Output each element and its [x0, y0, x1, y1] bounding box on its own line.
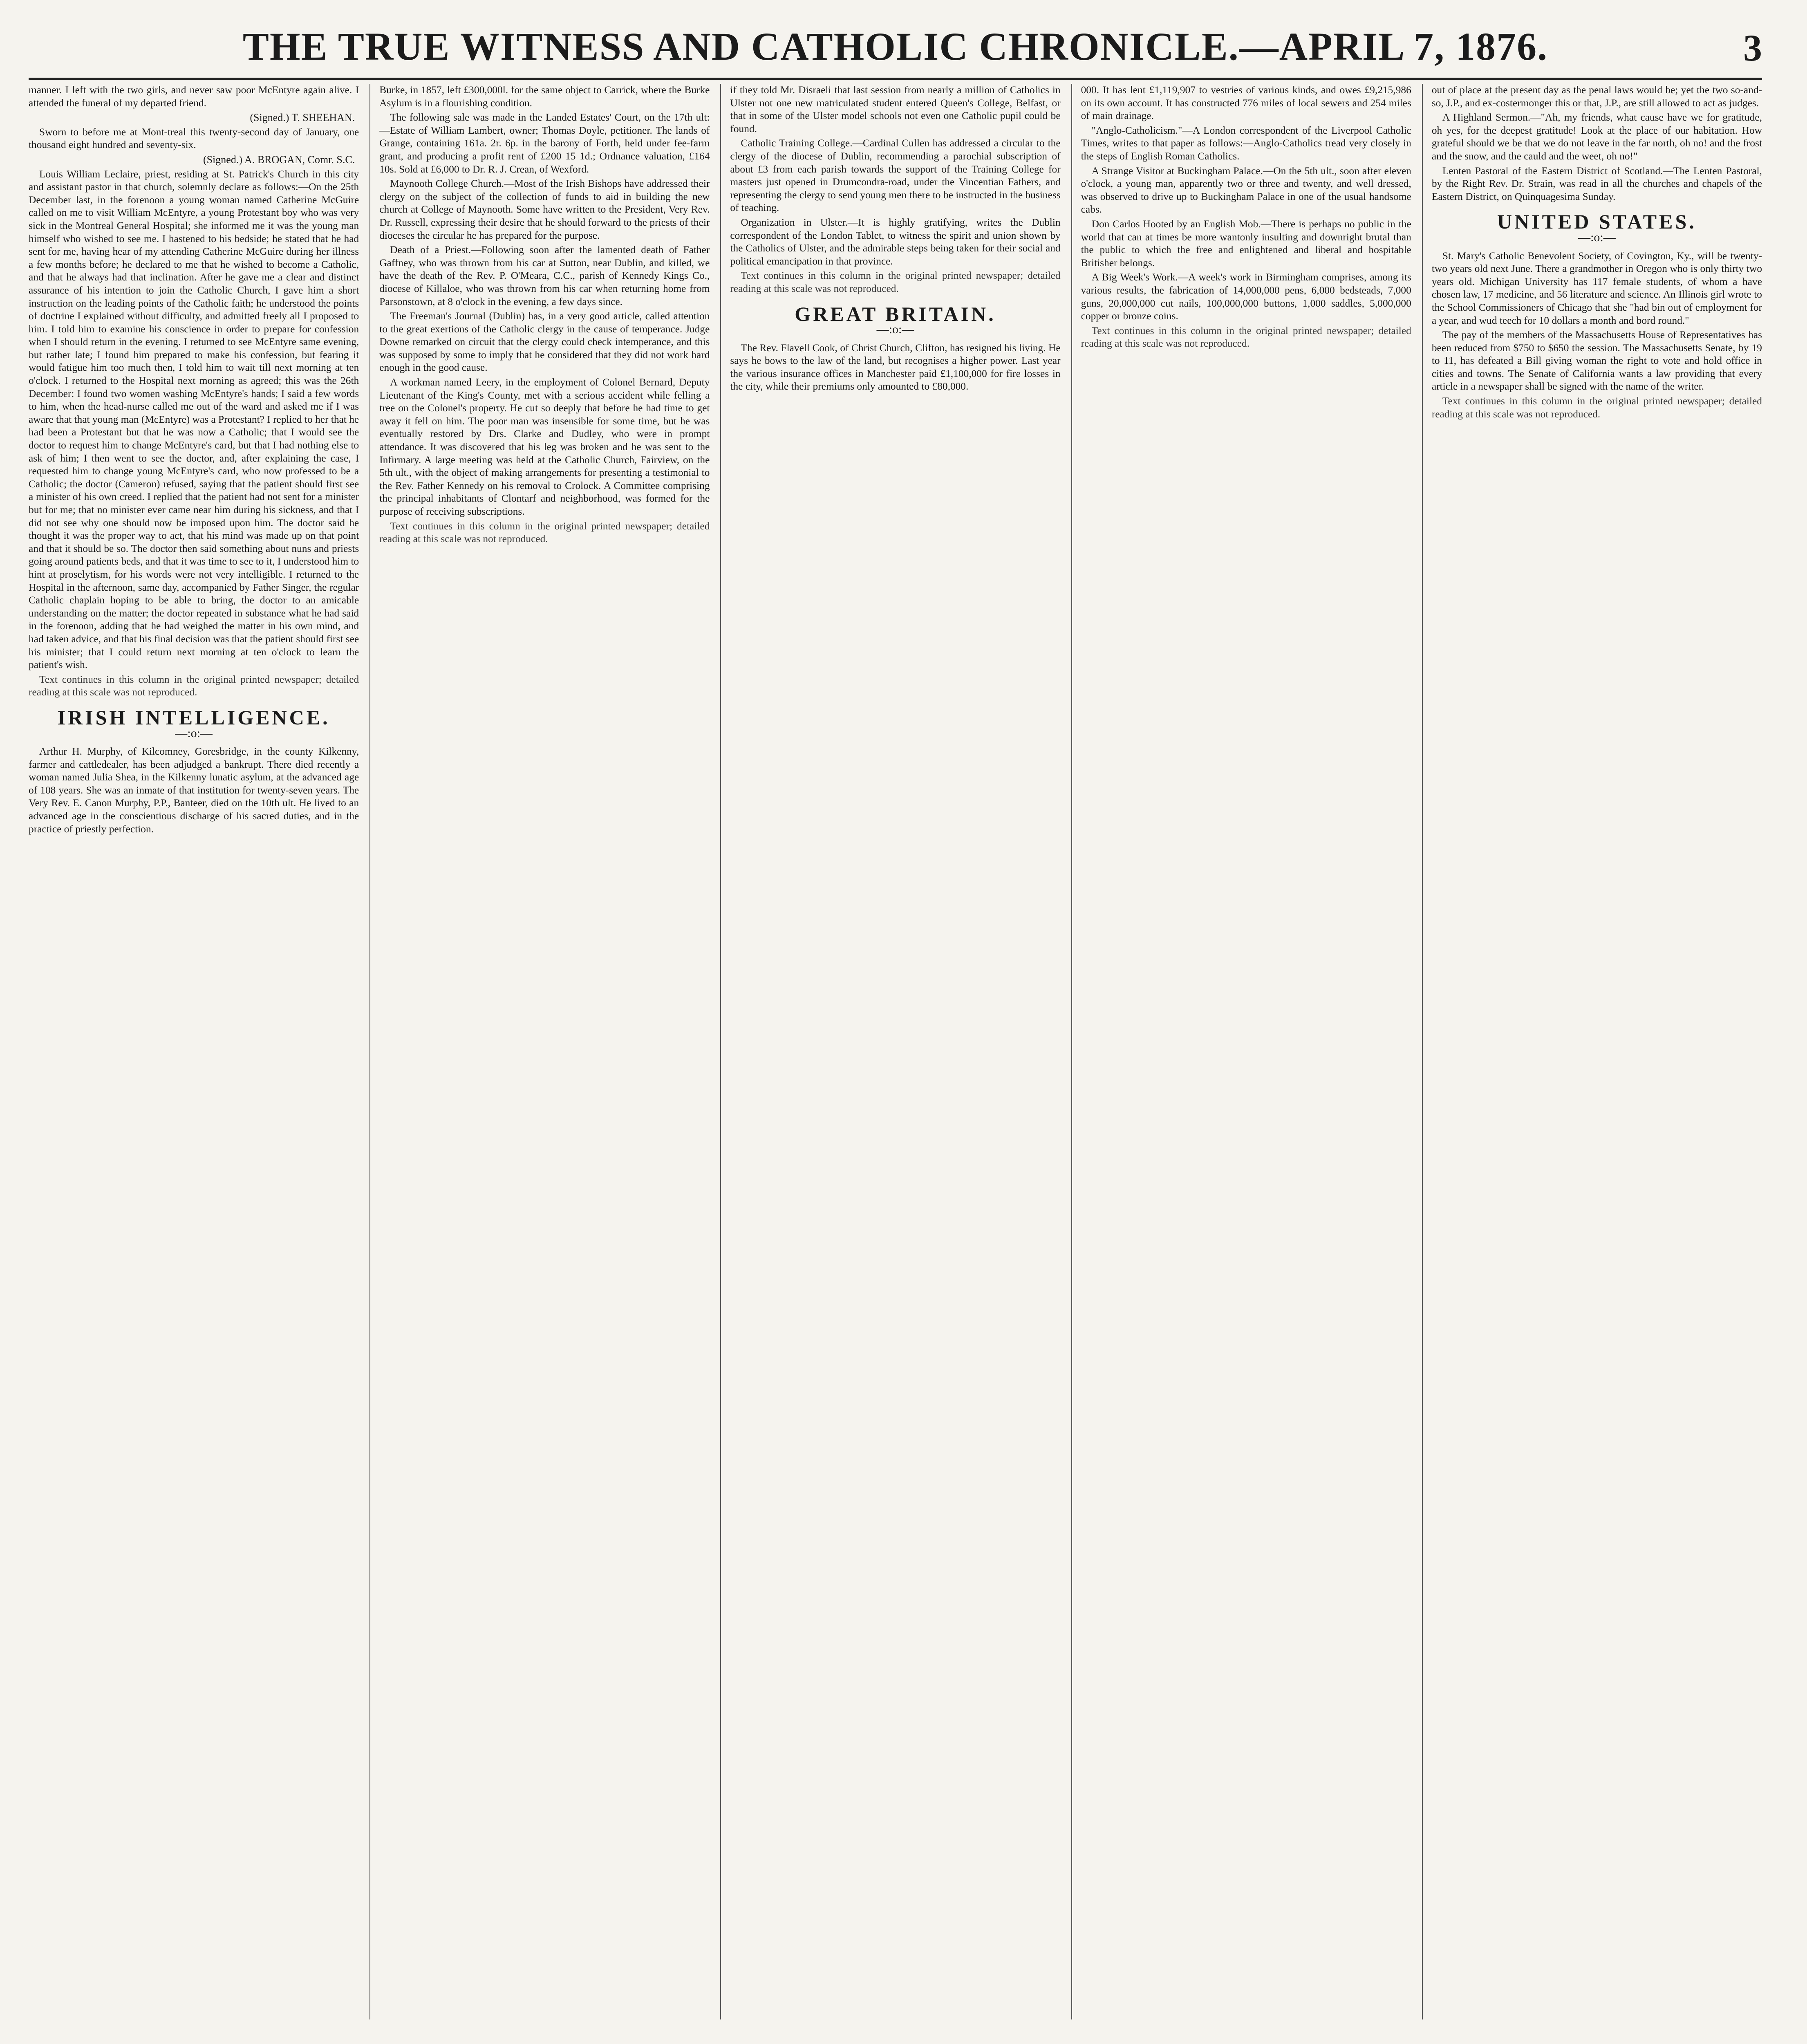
paragraph: Maynooth College Church.—Most of the Irish Bishops have addressed their clergy on the subject of the collection of funds to aid in building the new church at College of Maynooth. Some have written to the President, Very Rev. Dr. Russell, expressing their desire that he should forward to the priests of their dioceses the circular he has prepared for the purpose.: [379, 178, 710, 241]
paragraph: Organization in Ulster.—It is highly gratifying, writes the Dublin correspondent of the London Tablet, to witness the spirit and union shown by the Catholics of Ulster, and the admirable steps being taken for their social and political emancipation in that province.: [730, 216, 1061, 267]
paragraph: Text continues in this column in the original printed newspaper; detailed reading at this scale was not reproduced.: [730, 270, 1061, 294]
paragraph: The Rev. Flavell Cook, of Christ Church, Clifton, has resigned his living. He says he bows to the law of the land, but recognises a higher power. Last year the various insurance offices in Manchester paid £1,100,000 for fire losses in the city, while their premiums only amounted to £80,000.: [730, 342, 1061, 392]
signature: (Signed.) T. SHEEHAN.: [250, 112, 355, 124]
paragraph: Death of a Priest.—Following soon after the lamented death of Father Gaffney, who was thrown from his car at Sutton, near Dublin, and killed, we have the death of the Rev. P. O'Meara, C.C., parish of Kennedy Kings Co., diocese of Killaloe, who was thrown from his car when returning home from Parsonstown, at 8 o'clock in the evening, a few days since.: [379, 244, 710, 307]
column-3: [720, 84, 1060, 2019]
page-number: 3: [1743, 27, 1762, 69]
paragraph: Arthur H. Murphy, of Kilcomney, Goresbridge, in the county Kilkenny, farmer and cattledealer, has been adjudged a bankrupt. There died recently a woman named Julia Shea, in the Kilkenny lunatic asylum, at the advanced age of 108 years. She was an inmate of that institution for twenty-seven years. The Very Rev. E. Canon Murphy, P.P., Banteer, died on the 10th ult. He lived to an advanced age in the conscientious discharge of his sacred duties, and in the practice of priestly perfection.: [29, 746, 359, 835]
section-rule: —:o:—: [876, 323, 914, 336]
paragraph: Catholic Training College.—Cardinal Cullen has addressed a circular to the clergy of the diocese of Dublin, recommending a parochial subscription of about £3 from each parish towards the support of the Training College for masters just opened in Drumcondra-road, under the Vincentian Fathers, and representing the clergy to send young men there to be instructed in the business of teaching.: [730, 137, 1061, 214]
masthead: [29, 16, 1762, 80]
column-1: [29, 84, 359, 2019]
paragraph: "Anglo-Catholicism."—A London correspondent of the Liverpool Catholic Times, writes to that paper as follows:—Anglo-Catholics tread very closely in the steps of English Roman Catholics.: [1081, 124, 1411, 162]
paragraph: 000. It has lent £1,119,907 to vestries of various kinds, and owes £9,215,986 on its own account. It has constructed 776 miles of local sewers and 254 miles of main drainage.: [1081, 84, 1411, 122]
paragraph: Text continues in this column in the original printed newspaper; detailed reading at this scale was not reproduced.: [1431, 395, 1762, 420]
paragraph: if they told Mr. Disraeli that last session from nearly a million of Catholics in Ulster not one new matriculated student entered Queen's College, Belfast, or that in some of the Ulster model schools not even one Catholic pupil could be found.: [730, 84, 1061, 134]
paragraph: A Strange Visitor at Buckingham Palace.—On the 5th ult., soon after eleven o'clock, a young man, apparently two or three and twenty, and well dressed, was observed to drive up to Buckingham Palace in one of the usual handsome cabs.: [1081, 165, 1411, 215]
paragraph: St. Mary's Catholic Benevolent Society, of Covington, Ky., will be twenty-two years old next June. There a grandmother in Oregon who is only thirty two years old. Michigan University has 117 female students, of whom a have chosen law, 17 medicine, and 56 literature and science. An Illinois girl wrote to the School Commissioners of Chicago that she "had bin out of employment for a year, and wud teech for 10 dollars a month and bord round.": [1431, 250, 1762, 326]
column-5: [1422, 84, 1762, 2019]
paragraph: The following sale was made in the Landed Estates' Court, on the 17th ult:—Estate of William Lambert, owner; Thomas Doyle, petitioner. The lands of Grange, containing 161a. 2r. 6p. in the barony of Forth, held under fee-farm grant, and producing a profit rent of £200 15 1d.; Ordnance valuation, £164 10s. Sold at £6,000 to Dr. R. J. Crean, of Wexford.: [379, 112, 710, 175]
section-heading-united-states: UNITED STATES.: [1497, 210, 1697, 233]
paragraph: Louis William Leclaire, priest, residing at St. Patrick's Church in this city and assistant pastor in that church, solemnly declare as follows:—On the 25th December last, in the forenoon a young woman named Catherine McGuire called on me to visit William McEntyre, a young Protestant boy who was very sick in the Montreal General Hospital; she informed me it was the young man himself who wished to see me. I hastened to his bedside; he stated that he had sent for me, having hear of my attending Catherine McGuire during her illness a few months before; he declared to me that he wished to become a Catholic, and that he always had that inclination. After he gave me a clear and distinct assurance of his intention to join the Catholic Church, I gave him a short instruction on the leading points of the Catholic faith; he understood the points of doctrine I explained without difficulty, and admitted freely all I proposed to him. I told him to examine his conscience in order to prepare for confession when I should return in the evening. I returned to see McEntyre same evening, but rather late; I found him prepared to make his confession, but fearing it would fatigue him too much then, I told him to wait till next morning at ten o'clock. I returned to the Hospital next morning as agreed; this was the 26th December: I found two women washing McEntyre's hands; I said a few words to him, when the head-nurse called me out of the ward and asked me if I was aware that that young man (McEntyre) was a Protestant? I replied to her that he had been a Protestant but that he was now a Catholic; that I would see the doctor to request him to change McEntyre's card, but that I had nothing else to ask of him; I then went to see the doctor, and, after explaining the case, I requested him to change young McEntyre's card, who now professed to be a Catholic; the doctor (Cameron) refused, saying that the patient should first see a minister of his own creed. I replied that the patient had not sent for a minister but for me; that no minister ever came near him during his sickness, and that I did not see why one should now be imposed upon him. The doctor said he thought it was the proper way to act, that his mind was made up on that point and that it should be so. The doctor then said something about nuns and priests going around patients beds, and that it was time to see to it, I understood him to hint at proselytism, for his words were not very intelligible. I returned to the Hospital in the afternoon, same day, accompanied by Father Singer, the regular Catholic chaplain hoping to be able to bring, the doctor to an amicable understanding on the matter; the doctor repeated in substance what he had said in the forenoon, adding that he had weighed the matter in his own mind, and had taken advice, and that his final decision was that the patient should first see his minister; that I could return next morning at ten o'clock to learn the patient's wish.: [29, 168, 359, 671]
paragraph: out of place at the present day as the penal laws would be; yet the two so-and-so, J.P., and ex-costermonger this or that, J.P., are still allowed to act as judges.: [1431, 84, 1762, 109]
paragraph: A workman named Leery, in the employment of Colonel Bernard, Deputy Lieutenant of the King's County, met with a serious accident while felling a tree on the Colonel's property. He cut so deeply that before he had time to get away it fell on him. The poor man was insensible for some time, but he was eventually restored by Drs. Clarke and Dudley, who were in prompt attendance. It was discovered that his leg was broken and he was sent to the Infirmary. A large meeting was held at the Catholic Church, Fairview, on the 5th ult., with the object of making arrangements for presenting a testimonial to the Rev. Father Kennedy on his removal to Crolock. A Committee comprising the principal inhabitants of Clontarf and neighborhood, was formed for the purpose of receiving subscriptions.: [379, 377, 710, 517]
column-4: [1071, 84, 1411, 2019]
signature: (Signed.) A. BROGAN, Comr. S.C.: [203, 153, 355, 166]
paragraph: A Big Week's Work.—A week's work in Birmingham comprises, among its various results, the fabrication of 14,000,000 pens, 6,000 bedsteads, 7,000 guns, 20,000,000 cut nails, 100,000,000 buttons, 1,000 saddles, 5,000,000 copper or bronze coins.: [1081, 271, 1411, 322]
newspaper-title: THE TRUE WITNESS AND CATHOLIC CHRONICLE.—APRIL 7, 1876.: [242, 25, 1548, 68]
paragraph: A Highland Sermon.—"Ah, my friends, what cause have we for gratitude, oh yes, for the deepest gratitude! Look at the place of our habitation. How grateful should we be that we do not leave in the far north, oh no! and the frost and the snow, and the cauld and the weet, oh no!": [1431, 112, 1762, 162]
paragraph: Lenten Pastoral of the Eastern District of Scotland.—The Lenten Pastoral, by the Right Rev. Dr. Strain, was read in all the churches and chapels of the Eastern District, on Quinquagesima Sunday.: [1431, 165, 1762, 202]
paragraph: Text continues in this column in the original printed newspaper; detailed reading at this scale was not reproduced.: [379, 520, 710, 545]
columns: [29, 84, 1762, 2019]
section-rule: —:o:—: [175, 726, 213, 740]
paragraph: The Freeman's Journal (Dublin) has, in a very good article, called attention to the great exertions of the Catholic clergy in the cause of temperance. Judge Downe remarked on circuit that the clergy could check intemperance, and this was supposed by some to imply that he considered that they did not work hard enough in the good cause.: [379, 310, 710, 374]
paragraph: Text continues in this column in the original printed newspaper; detailed reading at this scale was not reproduced.: [1081, 325, 1411, 350]
paragraph: Burke, in 1857, left £300,000l. for the same object to Carrick, where the Burke Asylum is in a flourishing condition.: [379, 84, 710, 109]
paragraph: manner. I left with the two girls, and never saw poor McEntyre again alive. I attended the funeral of my departed friend.: [29, 84, 359, 109]
section-heading-great-britain: GREAT BRITAIN.: [795, 302, 996, 325]
section-heading-irish-intelligence: IRISH INTELLIGENCE.: [57, 706, 330, 729]
section-rule: —:o:—: [1578, 230, 1616, 244]
paragraph: The pay of the members of the Massachusetts House of Representatives has been reduced from $750 to $650 the session. The Massachusetts Senate, by 19 to 11, has defeated a Bill giving woman the right to vote and hold office in cities and towns. The Senate of California wants a law providing that every article in a newspaper shall be signed with the name of the writer.: [1431, 329, 1762, 392]
column-2: [369, 84, 710, 2019]
paragraph: Don Carlos Hooted by an English Mob.—There is perhaps no public in the world that can at times be more wantonly insulting and downright brutal than the public to which the free and enlightened and liberal and hospitable Britisher belongs.: [1081, 218, 1411, 269]
paragraph: Sworn to before me at Mont-treal this twenty-second day of January, one thousand eight hundred and seventy-six.: [29, 126, 359, 151]
paragraph: Text continues in this column in the original printed newspaper; detailed reading at this scale was not reproduced.: [29, 673, 359, 698]
